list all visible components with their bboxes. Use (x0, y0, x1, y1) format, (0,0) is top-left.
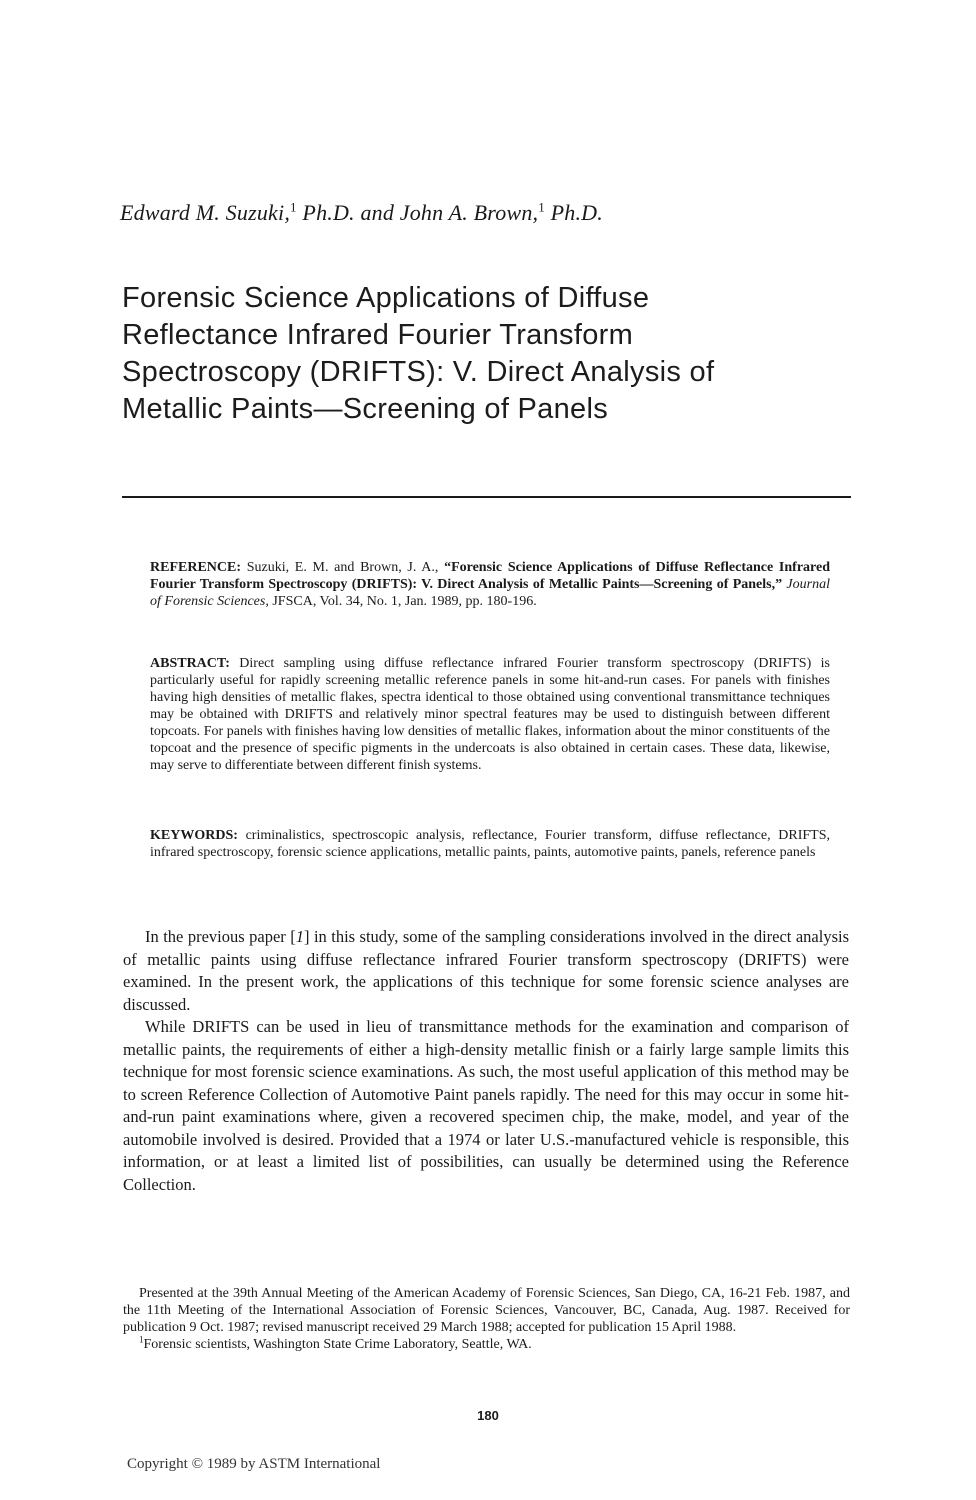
body-paragraph-1 (123, 926, 849, 1016)
author-1-name: Edward M. Suzuki, (120, 200, 291, 225)
author-2-degree: Ph.D. (544, 200, 603, 225)
reference-block (150, 559, 830, 610)
title-line: Reflectance Infrared Fourier Transform (122, 319, 634, 351)
reference-journal: Journal of Forensic Sciences, (150, 577, 830, 609)
author-2-name: John A. Brown, (399, 200, 539, 225)
abstract-text: Direct sampling using diffuse reflectance infrared Fourier transform spectroscopy (DRIFTS) is particularly useful for rapidly screening metallic reference panels in some hit-and-run cases. For panels with finishes having high densities of metallic flakes, spectra identical to those obtained using conventional transmittance techniques may be obtained with DRIFTS and relatively minor spectral features may be used to distinguish between different topcoats. For panels with finishes having low densities of metallic flakes, information about the minor constituents of the topcoat and the presence of specific pigments in the undercoats is also obtained in certain cases. These data, likewise, may serve to differentiate between different finish systems. (150, 656, 830, 773)
keywords-block (150, 827, 830, 861)
author-line (120, 200, 603, 226)
reference-article-title: “Forensic Science Applications of Diffuse Reflectance Infrared Fourier Transform Spectroscopy (DRIFTS): V. Direct Analysis of Metallic Paints—Screening of Panels,” (150, 560, 831, 592)
body-p1-rest: ] in this study, some of the sampling considerations involved in the direct analysis of metallic paints using diffuse reflectance infrared Fourier transform spectroscopy (DRIFTS) were examined. In the present work, the applications of this technique for some forensic science analyses are discussed. (123, 927, 849, 1014)
body-p1-start: In the previous paper [ (145, 927, 296, 946)
footnotes (123, 1285, 850, 1353)
reference-authors: Suzuki, E. M. and Brown, J. A., (241, 560, 445, 575)
title-divider (122, 496, 851, 498)
page-number: 180 (477, 1408, 499, 1423)
title-line: Metallic Paints—Screening of Panels (122, 393, 609, 425)
title-line: Spectroscopy (DRIFTS): V. Direct Analysis of (122, 356, 715, 388)
author-1-footnote-mark: 1 (290, 199, 297, 215)
title-line: Forensic Science Applications of Diffuse (122, 282, 650, 314)
abstract-label: ABSTRACT: (150, 656, 230, 671)
keywords-label: KEYWORDS: (150, 828, 238, 843)
body-paragraph-2: While DRIFTS can be used in lieu of transmittance methods for the examination and comparison of metallic paints, the requirements of either a high-density metallic finish or a fairly large sample limits this technique for most forensic science examinations. As such, the most useful application of this method may be to screen Reference Collection of Automotive Paint panels rapidly. The need for this may occur in some hit-and-run paint examinations where, given a recovered specimen chip, the make, model, and year of the automobile involved is desired. Provided that a 1974 or later U.S.-manufactured vehicle is responsible, this information, or at least a limited list of possibilities, can usually be determined using the Reference Collection. (123, 1017, 849, 1194)
affiliation-footnote-mark: 1 (139, 1334, 144, 1345)
keywords-text: criminalistics, spectroscopic analysis, reflectance, Fourier transform, diffuse reflectance, DRIFTS, infrared spectroscopy, forensic science applications, metallic paints, paints, automotive paints, panels, reference panels (150, 828, 830, 860)
reference-details: JFSCA, Vol. 34, No. 1, Jan. 1989, pp. 180-196. (268, 594, 537, 609)
author-connector: and (354, 200, 400, 225)
author-2-footnote-mark: 1 (538, 199, 545, 215)
reference-label: REFERENCE: (150, 560, 242, 575)
paper-title (122, 280, 842, 428)
author-1-degree: Ph.D. (296, 200, 355, 225)
body-text (123, 926, 849, 1196)
affiliation-text: Forensic scientists, Washington State Crime Laboratory, Seattle, WA. (143, 1337, 532, 1352)
presentation-footnote: Presented at the 39th Annual Meeting of the American Academy of Forensic Sciences, San Diego, CA, 16-21 Feb. 1987, and the 11th Meeting of the International Association of Forensic Sciences, Vancouver, BC, Canada, Aug. 1987. Received for publication 9 Oct. 1987; revised manuscript received 29 March 1988; accepted for publication 15 April 1988. (123, 1286, 850, 1335)
copyright-notice: Copyright © 1989 by ASTM International (127, 1456, 381, 1472)
abstract-block (150, 655, 830, 774)
affiliation-footnote (123, 1336, 850, 1353)
citation-reference: 1 (295, 927, 304, 946)
